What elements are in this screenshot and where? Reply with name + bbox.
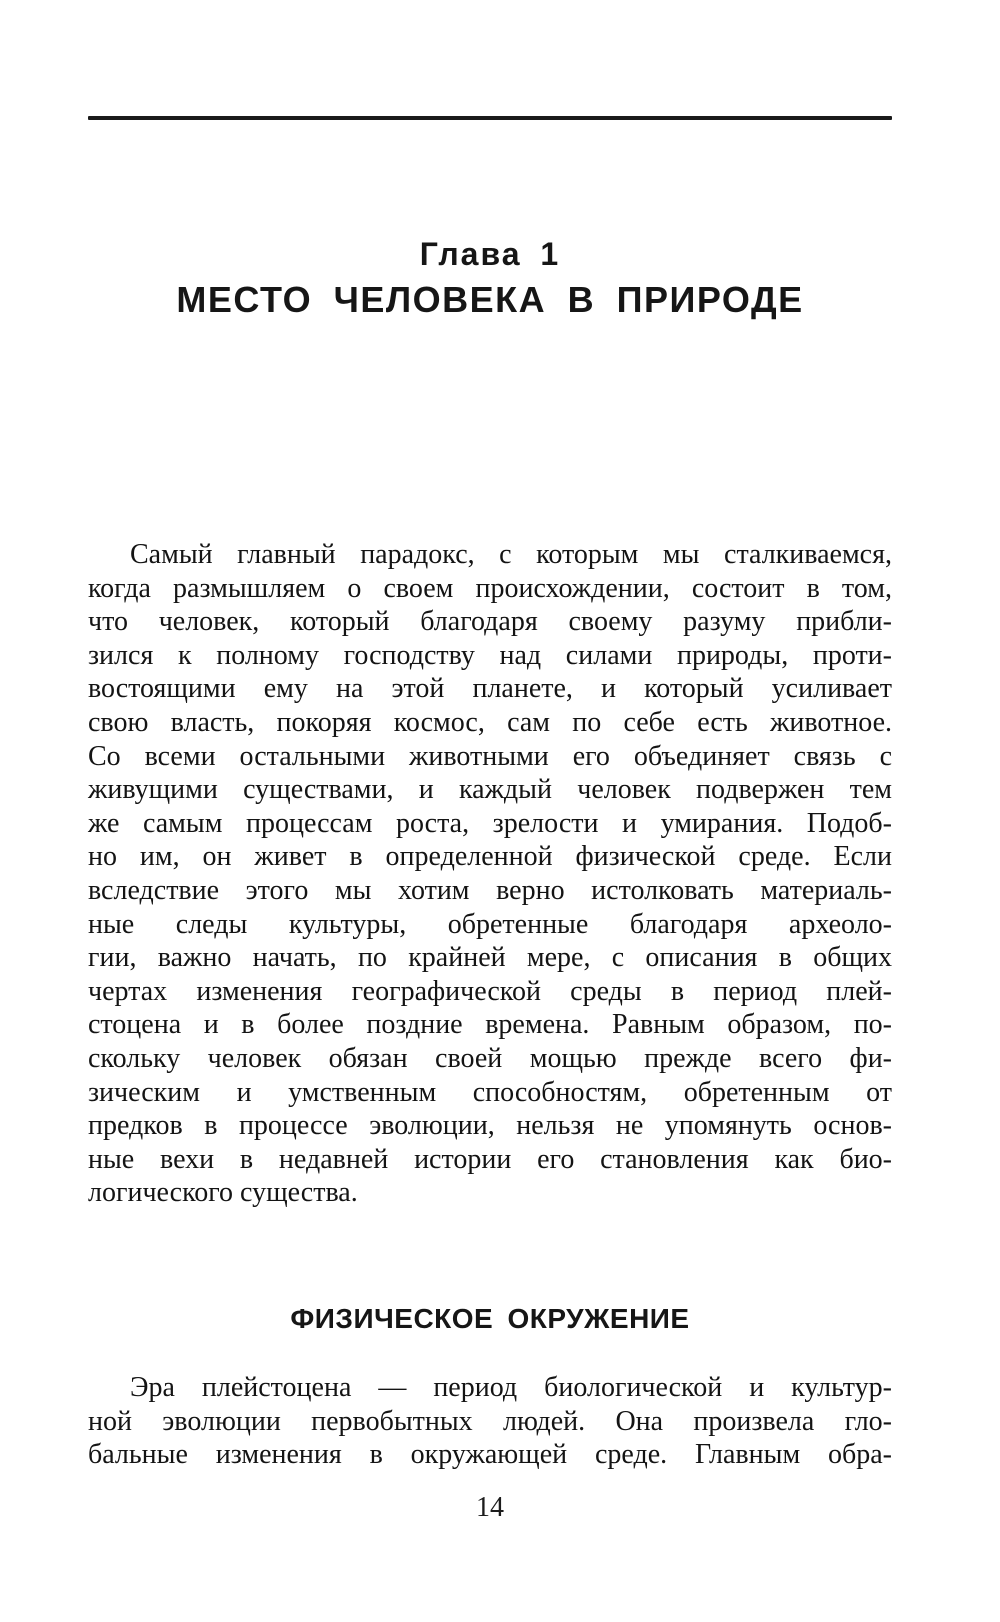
text-line: чертах изменения географической среды в период плей- <box>88 975 892 1007</box>
text-line: зическим и умственным способностям, обретенным от <box>88 1076 892 1108</box>
text-line: Эра плейстоцена — период биологической и культур- <box>130 1372 892 1403</box>
paragraph-physical-environment <box>88 1371 892 1472</box>
text-line: живущими существами, и каждый человек подвержен тем <box>88 774 892 806</box>
text-line: вследствие этого мы хотим верно истолковать материаль- <box>88 874 892 906</box>
paragraph-main <box>88 538 892 1210</box>
text-line: бальные изменения в окружающей среде. Главным обра- <box>88 1439 892 1471</box>
text-line: гии, важно начать, по крайней мере, с описания в общих <box>88 942 892 974</box>
header-rule <box>88 116 892 120</box>
page-number: 14 <box>476 1492 504 1523</box>
text-line: предков в процессе эволюции, нельзя не упомянуть основ- <box>88 1110 892 1142</box>
text-line: стоцена и в более поздние времена. Равным образом, по- <box>88 1009 892 1041</box>
section-heading: ФИЗИЧЕСКОЕ ОКРУЖЕНИЕ <box>290 1303 690 1334</box>
text-line: логического существа. <box>88 1177 358 1209</box>
text-line: но им, он живет в определенной физической среде. Если <box>88 841 892 873</box>
text-line: ные следы культуры, обретенные благодаря археоло- <box>88 908 892 940</box>
text-line: когда размышляем о своем происхождении, состоит в том, <box>88 572 892 604</box>
chapter-title: МЕСТО ЧЕЛОВЕКА В ПРИРОДЕ <box>176 279 804 320</box>
text-line: скольку человек обязан своей мощью прежде всего фи- <box>88 1042 892 1074</box>
text-line: что человек, который благодаря своему разуму прибли- <box>88 606 892 638</box>
text-line: ной эволюции первобытных людей. Она произвела гло- <box>88 1405 892 1437</box>
text-line: Со всеми остальными животными его объединяет связь с <box>88 740 892 772</box>
text-line: же самым процессам роста, зрелости и умирания. Подоб- <box>88 807 892 839</box>
text-line: Самый главный парадокс, с которым мы сталкиваемся, <box>130 539 892 570</box>
text-line: зился к полному господству над силами природы, проти- <box>88 639 892 671</box>
text-line: свою власть, покоряя космос, сам по себе есть животное. <box>88 706 892 738</box>
text-line: востоящими ему на этой планете, и который усиливает <box>88 673 892 705</box>
chapter-label: Глава 1 <box>419 236 561 272</box>
text-line: ные вехи в недавней истории его становления как био- <box>88 1143 892 1175</box>
